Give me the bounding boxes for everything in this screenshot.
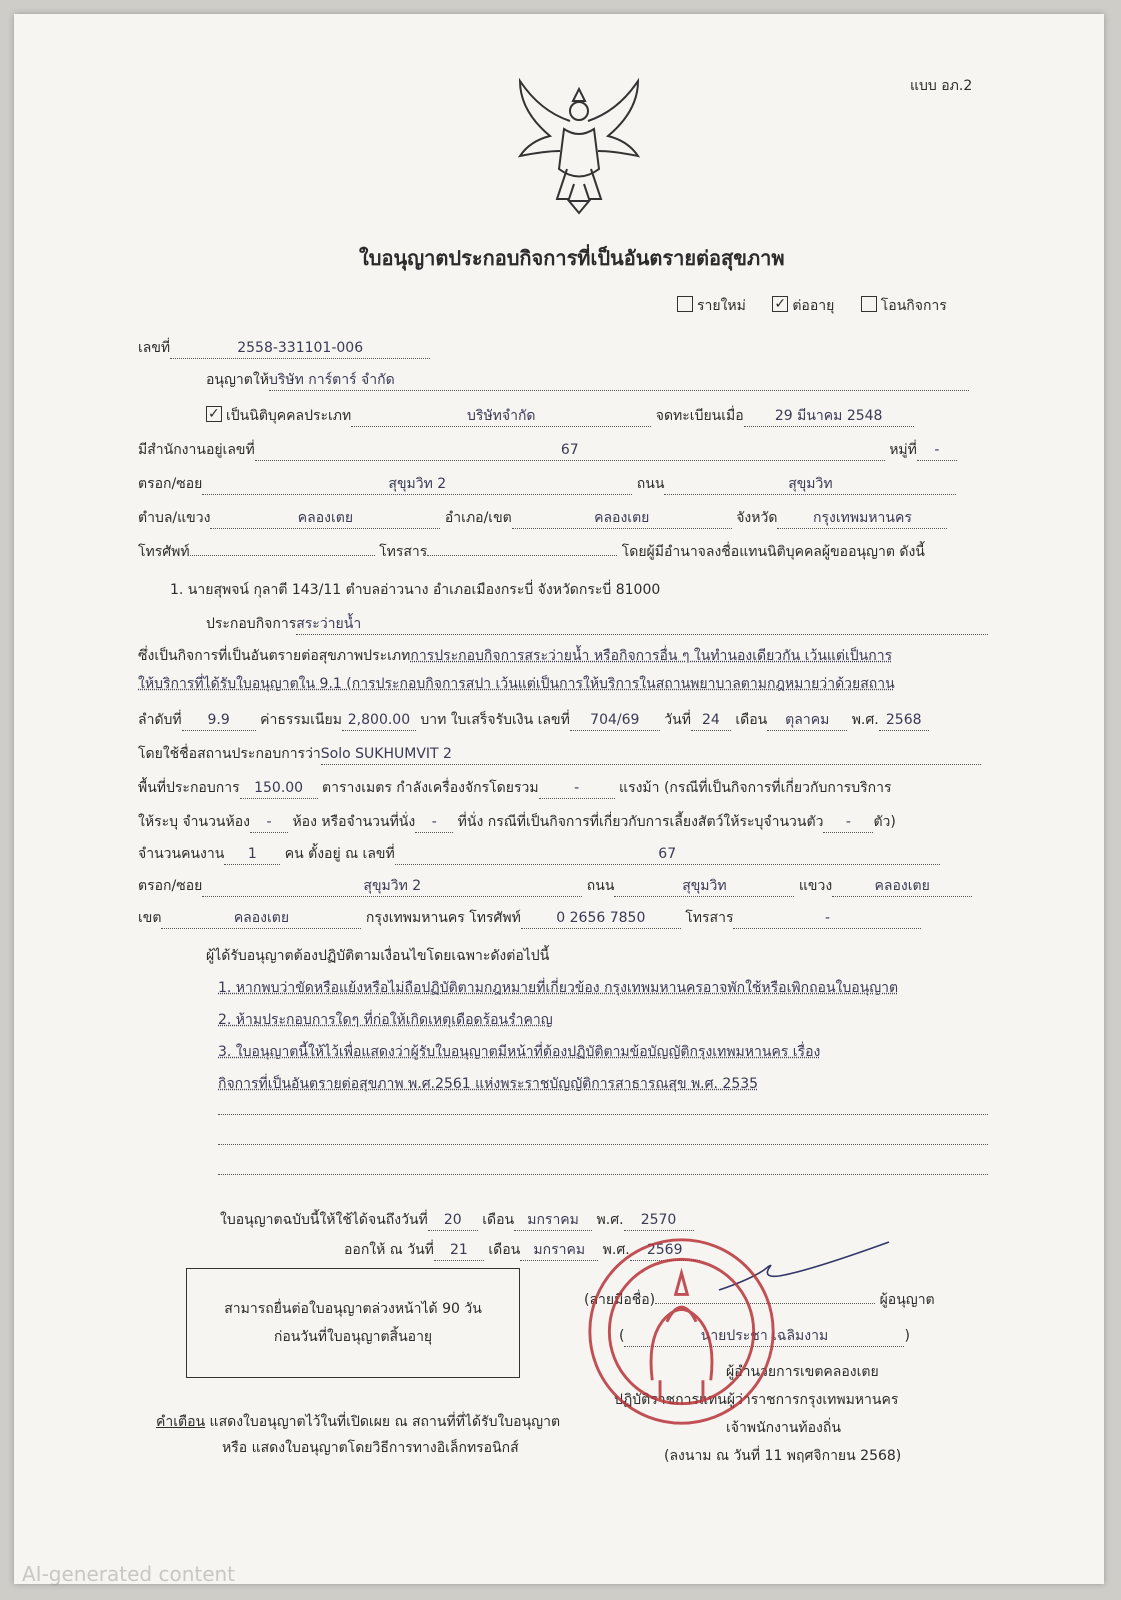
ai-watermark: AI-generated content bbox=[22, 1562, 236, 1586]
district-value: คลองเตย bbox=[512, 508, 732, 529]
license-document bbox=[14, 14, 1104, 1584]
place-name: Solo SUKHUMVIT 2 bbox=[321, 744, 981, 765]
fee-row: ลำดับที่ 9.9 ค่าธรรมเนียม 2,800.00 บาท ใบเสร็จรับเงิน เลขที่ 704/69 วันที่ 24 เดือน ตุลาคม พ.ศ. 2568 bbox=[138, 710, 929, 731]
condition-1: 1. หากพบว่าขัดหรือแย้งหรือไม่ถือปฏิบัติตามกฎหมายที่เกี่ยวข้อง กรุงเทพมหานครอาจพักใช้หรือเพิกถอนใบอนุญาต bbox=[218, 980, 899, 996]
signed-date: (ลงนาม ณ วันที่ 11 พฤศจิกายน 2568) bbox=[664, 1448, 902, 1464]
location-phone: 0 2656 7850 bbox=[521, 908, 681, 929]
condition-2: 2. ห้ามประกอบการใดๆ ที่ก่อให้เกิดเหตุเดือดร้อนรำคาญ bbox=[218, 1012, 553, 1028]
signature-row: (ลายมือชื่อ) ผู้อนุญาต bbox=[584, 1292, 935, 1308]
authorized-text: โดยผู้มีอำนาจลงชื่อแทนนิติบุคคลผู้ขออนุญาต ดังนี้ bbox=[621, 544, 925, 560]
signer-title-3: เจ้าพนักงานท้องถิ่น bbox=[726, 1420, 841, 1436]
valid-until-row: ใบอนุญาตฉบับนี้ให้ใช้ได้จนถึงวันที่ 20 เดือน มกราคม พ.ศ. 2570 bbox=[220, 1210, 694, 1231]
fee-value: 2,800.00 bbox=[342, 710, 416, 731]
workers-value: 1 bbox=[224, 844, 280, 865]
checkbox-new bbox=[677, 296, 693, 312]
location-soi: สุขุมวิท 2 bbox=[202, 876, 582, 897]
business-row: ประกอบกิจการสระว่ายน้ำ bbox=[206, 614, 988, 635]
juristic-type: บริษัทจำกัด bbox=[351, 406, 651, 427]
location-fax: - bbox=[733, 908, 921, 929]
valid-month: มกราคม bbox=[514, 1210, 592, 1231]
notice-line-2: ก่อนวันที่ใบอนุญาตสิ้นอายุ bbox=[273, 1329, 433, 1345]
checkbox-renew bbox=[772, 296, 788, 312]
issued-day: 21 bbox=[434, 1240, 484, 1261]
location-number: 67 bbox=[395, 844, 940, 865]
blank-line-3 bbox=[218, 1174, 988, 1175]
garuda-emblem-icon bbox=[509, 69, 649, 219]
rooms-row: ให้ระบุ จำนวนห้อง - ห้อง หรือจำนวนที่นั่ง - ที่นั่ง กรณีที่เป็นกิจการที่เกี่ยวกับการเลี้ยงสัตว์ให้ระบุจำนวนตัว - ตัว) bbox=[138, 812, 896, 833]
category-line-2: ให้บริการที่ได้รับใบอนุญาตใน 9.1 (การประกอบกิจการสปา เว้นแต่เป็นการให้บริการในสถานพยาบาลตามกฎหมายว่าด้วยสถาน bbox=[138, 676, 895, 692]
valid-year: 2570 bbox=[624, 1210, 694, 1231]
machine-power: - bbox=[539, 778, 615, 799]
moo-value: - bbox=[917, 440, 957, 461]
signer-title-1: ผู้อำนวยการเขตคลองเตย bbox=[726, 1364, 879, 1380]
place-name-row: โดยใช้ชื่อสถานประกอบการว่าSolo SUKHUMVIT 2 bbox=[138, 744, 981, 765]
phone-row: โทรศัพท์ โทรสาร โดยผู้มีอำนาจลงชื่อแทนนิติบุคคลผู้ขออนุญาต ดังนี้ bbox=[138, 544, 925, 560]
animals-value: - bbox=[823, 812, 873, 833]
order-number: 9.9 bbox=[182, 710, 256, 731]
option-renew: ✓ ต่ออายุ bbox=[772, 298, 834, 314]
category-line-1: การประกอบกิจการสระว่ายน้ำ หรือกิจการอื่น ๆ ในทำนองเดียวกัน เว้นแต่เป็นการ bbox=[410, 648, 893, 664]
location-khet-row: เขต คลองเตย กรุงเทพมหานคร โทรศัพท์ 0 2656 7850 โทรสาร - bbox=[138, 908, 921, 929]
option-new: รายใหม่ bbox=[677, 298, 746, 314]
issued-month: มกราคม bbox=[520, 1240, 598, 1261]
location-khet: คลองเตย bbox=[161, 908, 361, 929]
receipt-year: 2568 bbox=[879, 710, 929, 731]
grantee-name: บริษัท การ์ตาร์ จำกัด bbox=[269, 370, 969, 391]
receipt-number: 704/69 bbox=[570, 710, 660, 731]
workers-row: จำนวนคนงาน 1 คน ตั้งอยู่ ณ เลขที่ 67 bbox=[138, 844, 940, 865]
area-row: พื้นที่ประกอบการ 150.00 ตารางเมตร กำลังเครื่องจักรโดยรวม - แรงม้า (กรณีที่เป็นกิจการที่เกี่ยวกับการบริการ bbox=[138, 778, 891, 799]
soi-road-row: ตรอก/ซอย สุขุมวิท 2 ถนน สุขุมวิท bbox=[138, 474, 956, 495]
location-soi-row: ตรอก/ซอย สุขุมวิท 2 ถนน สุขุมวิท แขวง คลองเตย bbox=[138, 876, 972, 897]
signer-name: นายประชา เฉลิมงาม bbox=[624, 1326, 904, 1347]
location-road: สุขุมวิท bbox=[614, 876, 794, 897]
notice-line-1: สามารถยื่นต่อใบอนุญาตล่วงหน้าได้ 90 วัน bbox=[224, 1301, 482, 1317]
checkbox-transfer bbox=[861, 296, 877, 312]
issued-year: 2569 bbox=[630, 1240, 700, 1261]
rooms-value: - bbox=[250, 812, 288, 833]
province-value: กรุงเทพมหานคร bbox=[777, 508, 947, 529]
location-khwaeng: คลองเตย bbox=[832, 876, 972, 897]
license-number: 2558-331101-006 bbox=[170, 338, 430, 359]
license-number-row: เลขที่ 2558-331101-006 bbox=[138, 338, 430, 359]
checkbox-juristic bbox=[206, 406, 222, 422]
soi-value: สุขุมวิท 2 bbox=[202, 474, 632, 495]
signer-name-row: ( นายประชา เฉลิมงาม ) bbox=[619, 1326, 910, 1347]
grantee-row: อนุญาตให้บริษัท การ์ตาร์ จำกัด bbox=[206, 370, 969, 391]
issued-row: ออกให้ ณ วันที่ 21 เดือน มกราคม พ.ศ. 2569 bbox=[344, 1240, 700, 1261]
category-row-1: ซึ่งเป็นกิจการที่เป็นอันตรายต่อสุขภาพประเภทการประกอบกิจการสระว่ายน้ำ หรือกิจการอื่น ๆ ในทำนองเดียวกัน เว้นแต่เป็นการ bbox=[138, 648, 893, 664]
juristic-row: ✓เป็นนิติบุคคลประเภท บริษัทจำกัด จดทะเบียนเมื่อ 29 มีนาคม 2548 bbox=[206, 406, 914, 427]
seats-value: - bbox=[415, 812, 453, 833]
registered-date: 29 มีนาคม 2548 bbox=[744, 406, 914, 427]
warning-row-1: คำเตือน แสดงใบอนุญาตไว้ในที่เปิดเผย ณ สถานที่ที่ได้รับใบอนุญาต bbox=[156, 1414, 561, 1430]
business-value: สระว่ายน้ำ bbox=[296, 614, 988, 635]
blank-line-2 bbox=[218, 1144, 988, 1145]
address-row: ตำบล/แขวง คลองเตย อำเภอ/เขต คลองเตย จังหวัด กรุงเทพมหานคร bbox=[138, 508, 947, 529]
signer-title-2: ปฏิบัติราชการแทนผู้ว่าราชการกรุงเทพมหานคร bbox=[614, 1392, 899, 1408]
form-code: แบบ อภ.2 bbox=[910, 78, 973, 94]
office-number: 67 bbox=[255, 440, 885, 461]
blank-line-1 bbox=[218, 1114, 988, 1115]
conditions-title: ผู้ได้รับอนุญาตต้องปฏิบัติตามเงื่อนไขโดยเฉพาะดังต่อไปนี้ bbox=[206, 948, 550, 964]
bangkok-official-stamp-icon bbox=[584, 1234, 779, 1429]
warning-label: คำเตือน bbox=[156, 1414, 206, 1430]
document-title: ใบอนุญาตประกอบกิจการที่เป็นอันตรายต่อสุขภาพ bbox=[359, 246, 785, 270]
office-row: มีสำนักงานอยู่เลขที่ 67 หมู่ที่ - bbox=[138, 440, 957, 461]
area-value: 150.00 bbox=[240, 778, 318, 799]
road-value: สุขุมวิท bbox=[664, 474, 956, 495]
condition-3: 3. ใบอนุญาตนี้ให้ไว้เพื่อแสดงว่าผู้รับใบอนุญาตมีหน้าที่ต้องปฏิบัติตามข้อบัญญัติกรุงเทพมหานคร เรื่อง bbox=[218, 1044, 821, 1060]
condition-3-cont: กิจการที่เป็นอันตรายต่อสุขภาพ พ.ศ.2561 แห่งพระราชบัญญัติการสาธารณสุข พ.ศ. 2535 bbox=[218, 1076, 759, 1092]
receipt-month: ตุลาคม bbox=[767, 710, 847, 731]
warning-row-2: หรือ แสดงใบอนุญาตโดยวิธีการทางอิเล็กทรอนิกส์ bbox=[222, 1440, 519, 1456]
option-transfer: โอนกิจการ bbox=[861, 298, 947, 314]
renewal-notice-box bbox=[186, 1268, 520, 1378]
authorized-person: 1. นายสุพจน์ กุลาตี 143/11 ตำบลอ่าวนาง อำเภอเมืองกระบี่ จังหวัดกระบี่ 81000 bbox=[170, 582, 661, 598]
subdistrict-value: คลองเตย bbox=[210, 508, 440, 529]
type-options bbox=[677, 296, 947, 316]
receipt-day: 24 bbox=[691, 710, 731, 731]
valid-day: 20 bbox=[428, 1210, 478, 1231]
